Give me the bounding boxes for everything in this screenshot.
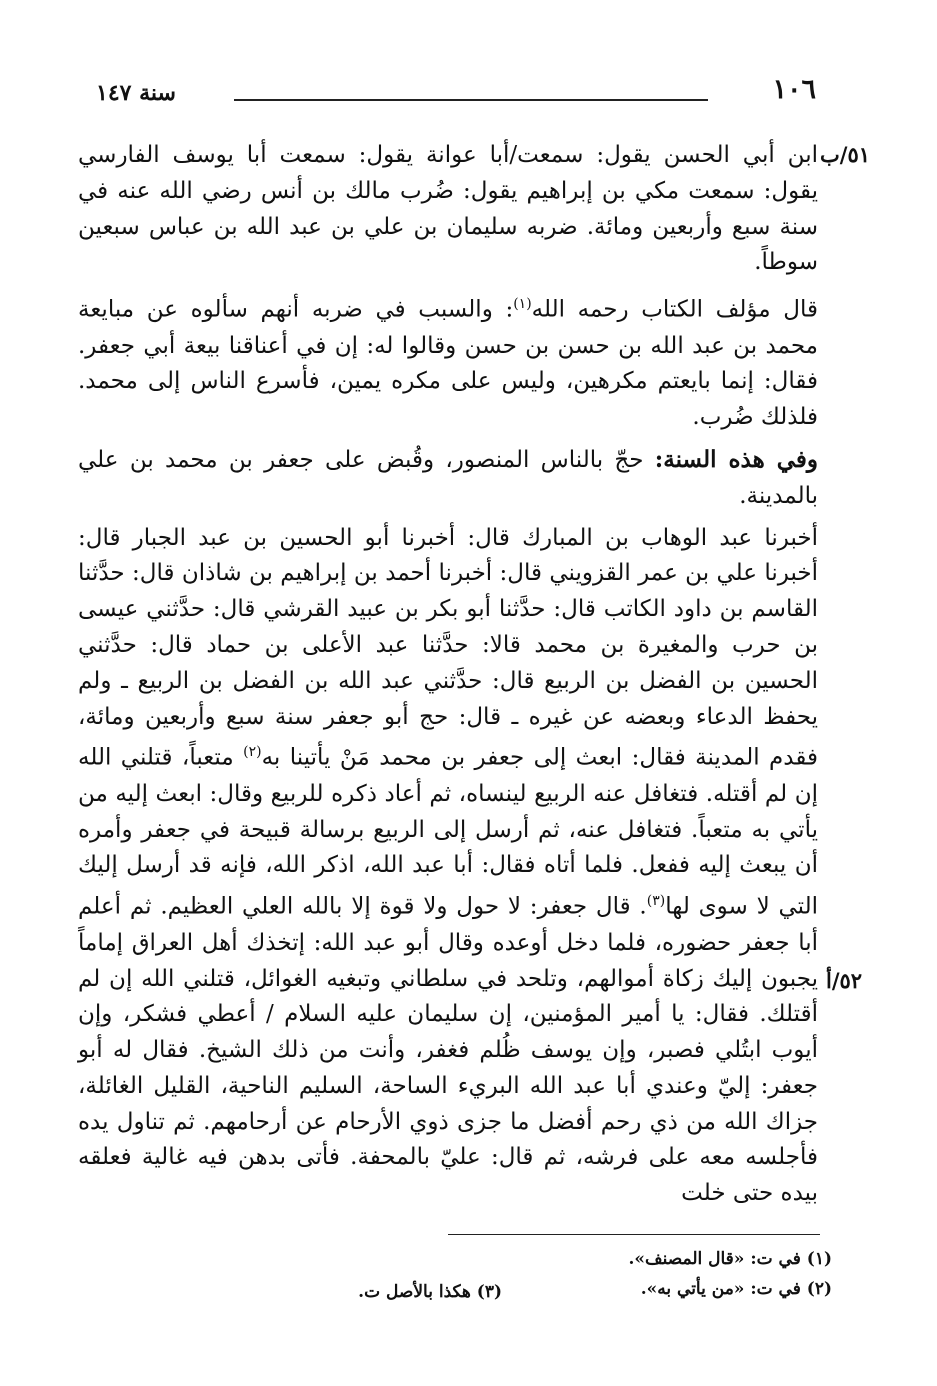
footnote-2: (٢) في ت: «من يأتي به». [640, 1279, 832, 1299]
paragraph-1 [78, 138, 818, 281]
paragraph-4-text-a: أخبرنا عبد الوهاب بن المبارك قال: أخبرنا أبو الحسين بن عبد الجبار قال: أخبرنا علي بن عمر القزويني قال: أخبرنا أحمد بن إبراهيم بن شاذان قال: حدَّثنا القاسم بن داود الكاتب قال: حدَّثنا أبو بكر بن عبيد القرشي قال: حدَّثني عيسى بن حرب والمغيرة بن محمد قالا: حدَّثنا عبد الأعلى بن حماد قال: حدَّثني الحسين بن الفضل بن الربيع قال: حدَّثني عبد الله بن الفضل بن الربيع ـ ولم يحفظ الدعاء وبعضه عن غيره ـ قال: حج أبو جعفر سنة سبع وأربعين ومائة، فقدم المدينة فقال: ابعث إلى جعفر بن محمد مَنْ يأتينا به [78, 524, 818, 772]
paragraph-3 [78, 442, 818, 515]
margin-folio-51b: ٥١/ب [820, 142, 871, 167]
paragraph-1-text: ابن أبي الحسن يقول: سمعت/أبا عوانة يقول: سمعت أبا يوسف الفارسي يقول: سمعت مكي بن إبراهيم يقول: ضُرب مالك بن أنس رضي الله عنه في سنة سبع وأربعين ومائة. ضربه سليمان بن علي بن عبد الله بن عباس سبعين سوطاً. [78, 142, 818, 276]
paragraph-4-text-b: متعباً، قتلني الله إن لم أقتله. فتغافل عنه الربيع لينساه، ثم أعاد ذكره للربيع وقال: ابعث إليه من يأتي به متعباً. فتغافل عنه، ثم أرسل إلى الربيع برسالة قبيحة في جعفر وأمره أن يبعث إليه ففعل. فلما أتاه فقال: أبا عبد الله، اذكر الله، فإنه قد أرسل إليك التي لا سوى لها [78, 745, 818, 920]
page-number: ١٠٦ [772, 74, 816, 105]
main-text [78, 138, 818, 1212]
paragraph-3-lead: وفي هذه السنة: [654, 446, 819, 474]
paragraph-2-text-b: : والسبب في ضربه أنهم سألوه عن مبايعة محمد بن عبد الله بن حسن بن حسن وقالوا له: إن في أعناقنا بيعة أبي جعفر. فقال: إنما بايعتم مكرهين، وليس على مكره يمين، فأسرع الناس إلى محمد. فلذلك ضُرب. [78, 296, 818, 431]
footnote-ref-3: (٣) [646, 893, 666, 910]
paragraph-3-text: حجّ بالناس المنصور، وقُبض على جعفر بن محمد بن علي بالمدينة. [78, 447, 818, 509]
footnote-3: (٣) هكذا بالأصل ت. [358, 1282, 502, 1302]
footnote-rule [448, 1234, 820, 1235]
footnote-ref-1: (١) [513, 296, 532, 313]
footnote-1: (١) في ت: «قال المصنف». [628, 1249, 832, 1269]
paragraph-4 [78, 521, 818, 1212]
header-rule [234, 99, 708, 101]
running-header [96, 74, 816, 114]
footnote-ref-2: (٢) [243, 744, 262, 761]
paragraph-2-text-a: قال مؤلف الكتاب رحمه الله [531, 296, 818, 323]
paragraph-4-text-c: . قال جعفر: لا حول ولا قوة إلا بالله العلي العظيم. ثم أعلم أبا جعفر حضوره، فلما دخل أوعده وقال أبو عبد الله: إتخذك أهل العراق إماماً يجبون إليك زكاة أموالهم، وتلحد في سلطاني وتبغيه الغوائل، قتلني الله إن لم أقتلك. فقال: يا أمير المؤمنين، إن سليمان عليه السلام / أعطي فشكر، وإن أيوب ابتُلي فصبر، وإن يوسف ظُلم فغفر، وأنت من ذلك الشيخ. فقال له أبو جعفر: إليّ وعندي أبا عبد الله البريء الساحة، السليم الناحية، القليل الغائلة، جزاك الله من ذي رحم أفضل ما جزى ذوي الأرحام عن أرحامهم. ثم تناول يده فأجلسه معه على فرشه، ثم قال: عليّ بالمحفة. فأتى بدهن فيه غالية فعلقه بيده حتى خلت [78, 893, 818, 1207]
paragraph-2 [78, 287, 818, 436]
margin-folio-52a: ٥٢/أ [826, 968, 863, 993]
running-header-year: سنة ١٤٧ [96, 80, 176, 106]
